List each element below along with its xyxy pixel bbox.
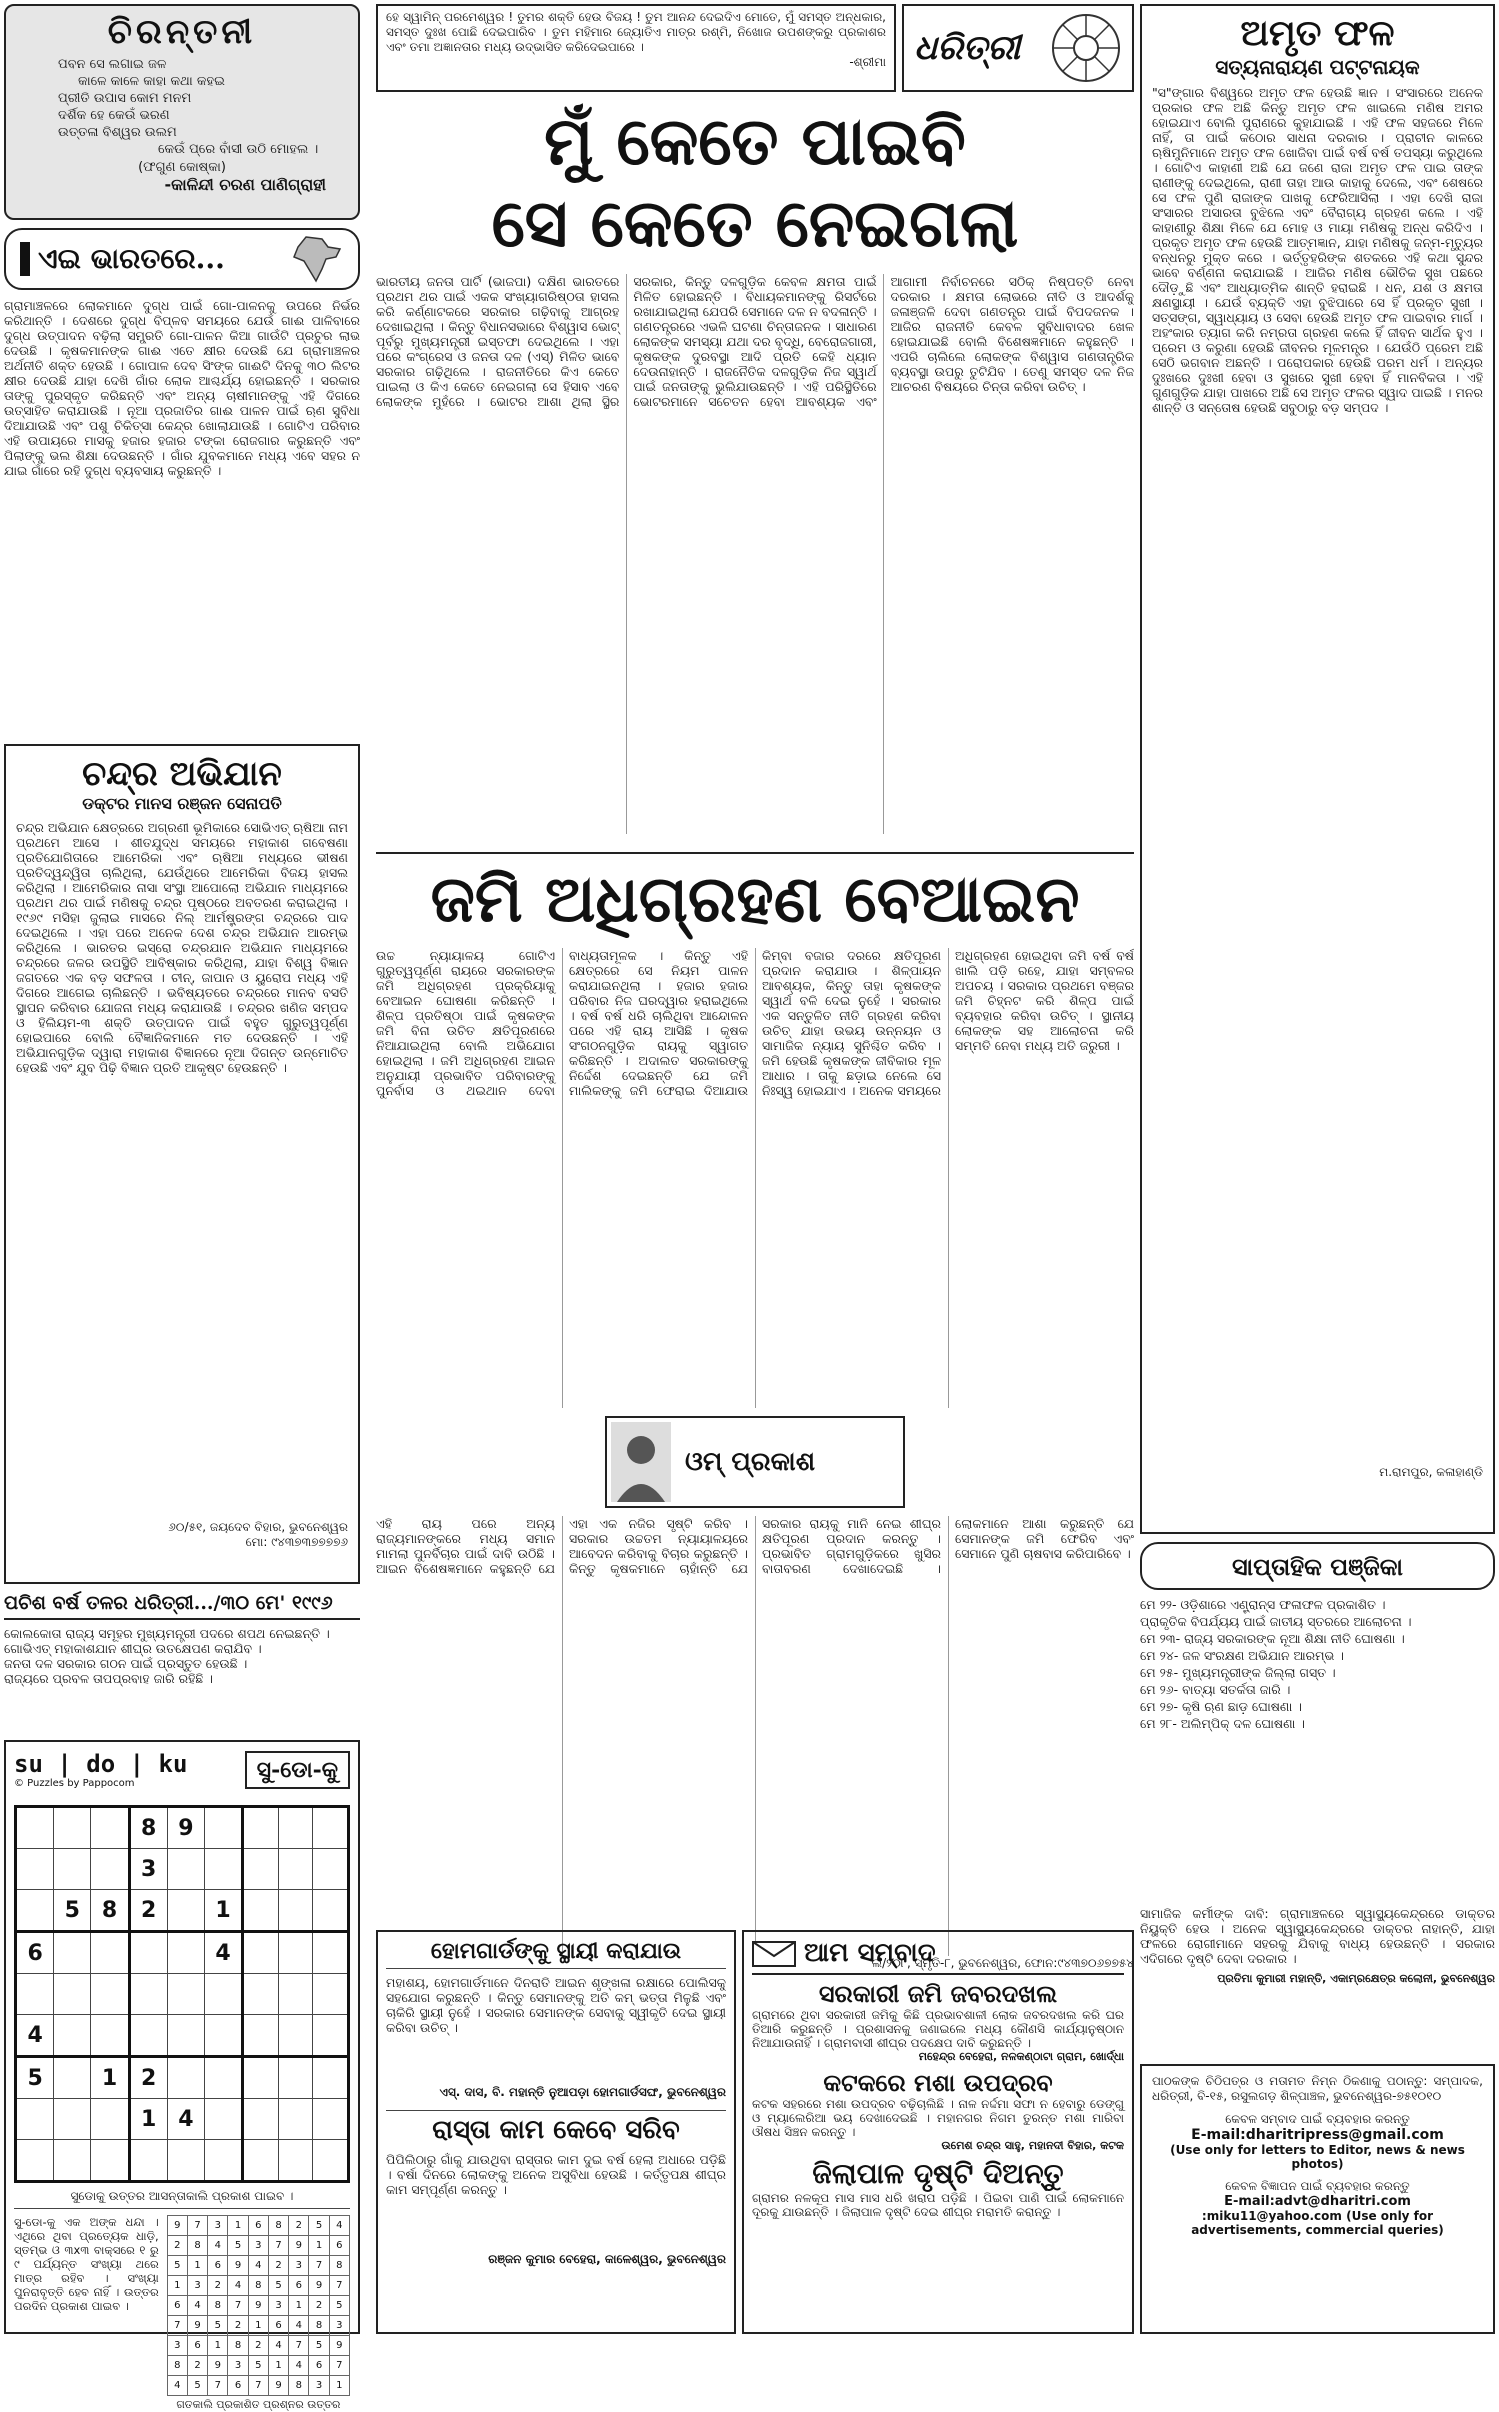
saptahika-item: ମେ ୨୫- ମୁଖ୍ୟମନ୍ତ୍ରୀଙ୍କ ଜିଲ୍ଲା ଗସ୍ତ ।	[1140, 1665, 1336, 1680]
sudoku-cell	[204, 2057, 242, 2099]
headline2-body2: ଏହି ରାୟ ପରେ ଅନ୍ୟ ରାଜ୍ୟମାନଙ୍କରେ ମଧ୍ୟ ସମାନ ମାମଲା ପୁନର୍ବିଚାର ପାଇଁ ଦାବି ଉଠିଛି । ଆଇନ ବିଶେଷଜ୍ଞମାନେ କହୁଛନ୍ତି ଯେ ଏହା ଏକ ନଜିର ସୃଷ୍ଟି କରିବ । ସରକାର ଉଚ୍ଚତମ ନ୍ୟାୟାଳୟରେ ଆବେଦନ କରିବାକୁ ବିଚାର କରୁଛନ୍ତି । କିନ୍ତୁ କୃଷକମାନେ ଚାହାଁନ୍ତି ଯେ ସରକାର ରାୟକୁ ମାନି ନେଇ ଶୀଘ୍ର କ୍ଷତିପୂରଣ ପ୍ରଦାନ କରନ୍ତୁ । ପ୍ରଭାବିତ ଗ୍ରାମଗୁଡ଼ିକରେ ଖୁସିର ବାତାବରଣ ଦେଖାଦେଇଛି । ଲୋକମାନେ ଆଶା କରୁଛନ୍ତି ଯେ ସେମାନଙ୍କ ଜମି ଫେରିବ ଏବଂ ସେମାନେ ପୁଣି ଚାଷବାସ କରିପାରିବେ ।	[376, 1516, 1134, 1576]
sudoku-solution-cell: 4	[167, 2376, 187, 2396]
sudoku-cell	[313, 2057, 349, 2099]
chandra-address: ୬୦/୫୧, ଜୟଦେବ ବିହାର, ଭୁବନେଶ୍ୱର	[168, 1520, 348, 1534]
sudoku-solution-cell: 3	[309, 2376, 329, 2396]
sudoku-solution-cell: 2	[228, 2316, 248, 2336]
ama-sambad-b2: କଟକ ସହରରେ ମଶା ଉପଦ୍ରବ ବଢ଼ିଚାଲିଛି । ନାଳ ନର୍ଦ୍ଦମା ସଫା ନ ହେବାରୁ ଡେଙ୍ଗୁ ଓ ମ୍ୟାଲେରିଆ ଭୟ ଦେଖାଦେଇଛି । ମହାନଗର ନିଗମ ତୁରନ୍ତ ମଶା ମାରିବା ଔଷଧ ସିଞ୍ଚନ କରନ୍ତୁ ।	[752, 2097, 1124, 2139]
sudoku-cell	[129, 1974, 167, 2015]
masthead-quote-box	[376, 4, 896, 92]
contact-label2: କେବଳ ବିଜ୍ଞାପନ ପାଇଁ ବ୍ୟବହାର କରନ୍ତୁ	[1225, 2179, 1410, 2193]
sudoku-cell	[167, 2140, 204, 2182]
sudoku-cell	[167, 1849, 204, 1890]
sudoku-solution-cell: 2	[248, 2336, 268, 2356]
sudoku-solution-cell: 4	[289, 2356, 309, 2376]
sudoku-solution-cell: 8	[268, 2216, 288, 2236]
ama-sambad-extra	[1140, 1906, 1495, 2056]
saptahika-header	[1140, 1542, 1495, 1590]
sudoku-solution-cell: 2	[167, 2236, 187, 2256]
saptahika-list	[1140, 1596, 1495, 1732]
sudoku-cell	[313, 2015, 349, 2057]
sudoku-row	[167, 2376, 349, 2396]
headline2-address: ଲ/୨୦୮, ସ୍ମୃତି-୮, ଭୁବନେଶ୍ୱର, ଫୋନ:୯୪୩୭୦୬୭୭୫୪	[871, 1956, 1134, 1970]
sudoku-solution-cell: 7	[329, 2276, 349, 2296]
sudoku-solution-cell: 1	[268, 2356, 288, 2376]
ama-sambad-h2: କଟକରେ ମଶା ଉପଦ୍ରବ	[823, 2068, 1053, 2097]
sudoku-solution-cell: 7	[248, 2376, 268, 2396]
sudoku-cell	[167, 1974, 204, 2015]
poem-box	[4, 4, 360, 220]
sudoku-solution-cell: 9	[248, 2296, 268, 2316]
sudoku-row	[16, 1849, 349, 1890]
sudoku-cell	[91, 1849, 129, 1890]
ama-sambad-header	[752, 1938, 1124, 1975]
sudoku-solution-cell: 9	[289, 2236, 309, 2256]
contact-email3[interactable]: :miku11@yahoo.com (Use only for advertisements, commercial queries)	[1191, 2209, 1444, 2237]
sudoku-instructions: ସୁ-ଡୋ-କୁ ଏକ ଅଙ୍କ ଧନ୍ଦା । ଏଥିରେ ଥିବା ପ୍ରତ୍ୟେକ ଧାଡ଼ି, ସ୍ତମ୍ଭ ଓ ୩x୩ ବାକ୍ସରେ ୧ ରୁ ୯ ପର୍ଯ୍ୟନ୍ତ ସଂଖ୍ୟା ଥରେ ମାତ୍ର ରହିବ । ସଂଖ୍ୟା ପୁନରାବୃତ୍ତି ହେବ ନାହିଁ । ଉତ୍ତର ପରଦିନ ପ୍ରକାଶ ପାଇବ ।	[14, 2215, 159, 2313]
sudoku-solution-cell: 9	[309, 2276, 329, 2296]
saptahika-item: ମେ ୨୬- ବାତ୍ୟା ସତର୍କତା ଜାରି ।	[1140, 1682, 1291, 1697]
sudoku-row	[16, 1890, 349, 1932]
sudoku-solution-cell: 5	[167, 2256, 187, 2276]
sudoku-cell	[204, 1974, 242, 2015]
sudoku-row	[16, 1932, 349, 1974]
homeguard-body: ମହାଶୟ, ହୋମଗାର୍ଡମାନେ ଦିନରାତି ଆଇନ ଶୃଙ୍ଖଳା ରକ୍ଷାରେ ପୋଲିସକୁ ସହଯୋଗ କରୁଛନ୍ତି । କିନ୍ତୁ ସେମାନଙ୍କୁ ଅତି କମ୍ ଭତ୍ତା ମିଳୁଛି ଏବଂ ଚାକିରି ସ୍ଥାୟୀ ନୁହେଁ । ସରକାର ସେମାନଙ୍କ ସେବାକୁ ସ୍ୱୀକୃତି ଦେଇ ସ୍ଥାୟୀ କରିବା ଉଚିତ୍ ।	[386, 1975, 726, 2035]
sudoku-cell	[313, 2140, 349, 2182]
sudoku-cell	[91, 1932, 129, 1974]
sudoku-cell	[313, 1974, 349, 2015]
sudoku-cell	[91, 1807, 129, 1849]
saptahika-item: ମେ ୨୩- ରାଜ୍ୟ ସରକାରଙ୍କ ନୂଆ ଶିକ୍ଷା ନୀତି ଘୋଷଣା ।	[1140, 1631, 1405, 1646]
sudoku-solution-cell: 5	[248, 2356, 268, 2376]
sudoku-cell: 2	[129, 2057, 167, 2099]
sudoku-cell	[278, 2099, 313, 2140]
sudoku-cell: 8	[91, 1890, 129, 1932]
sudoku-solution-cell: 6	[187, 2336, 207, 2356]
ei-bharatare-section	[4, 228, 360, 738]
saptahika-section	[1140, 1542, 1495, 1898]
sudoku-cell	[313, 1932, 349, 1974]
sudoku-row	[167, 2256, 349, 2276]
sudoku-solution-cell: 8	[187, 2236, 207, 2256]
sudoku-note: ସୁଡୋକୁ ଉତ୍ତର ଆସନ୍ତାକାଲି ପ୍ରକାଶ ପାଇବ ।	[14, 2189, 350, 2209]
sudoku-solution-cell: 5	[309, 2216, 329, 2236]
poem-source: (ଫଗୁଣ କୋଷ୍କା)	[138, 160, 226, 175]
sudoku-solution-cell: 9	[228, 2256, 248, 2276]
sudoku-solution-cell: 2	[309, 2296, 329, 2316]
ama-sambad-s3: ପ୍ରତିମା କୁମାରୀ ମହାନ୍ତି, ଏକାମ୍ରକ୍ଷେତ୍ର କଲୋନୀ, ଭୁବନେଶ୍ୱର	[1217, 1972, 1495, 1985]
ama-sambad-s1: ମହେନ୍ଦ୍ର ବେହେରା, ନଳକଣ୍ଠାଟା ଗ୍ରାମ, ଖୋର୍ଦ୍ଧା	[918, 2050, 1124, 2063]
sudoku-solution-cell: 4	[208, 2236, 228, 2256]
sudoku-solution-cell: 6	[309, 2356, 329, 2376]
sudoku-solution-caption: ଗତକାଲି ପ୍ରକାଶିତ ପ୍ରଶ୍ନର ଉତ୍ତର	[176, 2398, 341, 2411]
poem-line: କାଳେ କାଳେ କାହା କଥା କହଇ	[78, 74, 225, 89]
sudoku-row	[16, 2140, 349, 2182]
sudoku-solution-cell: 6	[268, 2316, 288, 2336]
pachisha-item: ରାଜ୍ୟରେ ପ୍ରବଳ ତାପପ୍ରବାହ ଜାରି ରହିଛି ।	[4, 1671, 213, 1686]
sudoku-row	[16, 1974, 349, 2015]
poem-line: କେଉଁ ପ୍ରେ ବାଁସୀ ଉଠି ମୋହଲ ।	[158, 142, 319, 157]
homeguard-section	[376, 1930, 736, 2334]
sudoku-cell	[167, 2015, 204, 2057]
headline1-body: ଭାରତୀୟ ଜନତା ପାର୍ଟି (ଭାଜପା) ଦକ୍ଷିଣ ଭାରତରେ ପ୍ରଥମ ଥର ପାଇଁ ଏକକ ସଂଖ୍ୟାଗରିଷ୍ଠତା ହାସଲ କରି କର୍ଣ୍ଣାଟକରେ ସରକାର ଗଢ଼ିବାକୁ ଆଗ୍ରହ ଦେଖାଇଥିଲା । କିନ୍ତୁ ବିଧାନସଭାରେ ବିଶ୍ୱାସ ଭୋଟ୍ ପୂର୍ବରୁ ମୁଖ୍ୟମନ୍ତ୍ରୀ ଇସ୍ତଫା ଦେଇଥିଲେ । ଏହା ପରେ କଂଗ୍ରେସ ଓ ଜନତା ଦଳ (ଏସ୍) ମିଳିତ ଭାବେ ସରକାର ଗଢ଼ିଥିଲେ । ରାଜନୀତିରେ କିଏ କେତେ ପାଇଲା ଓ କିଏ କେତେ ନେଇଗଲା ସେ ହିସାବ ଏବେ ଲୋକଙ୍କ ମୁହଁରେ । ଭୋଟର ଆଶା ଥିଲା ସ୍ଥିର ସରକାର, କିନ୍ତୁ ଦଳଗୁଡ଼ିକ କେବଳ କ୍ଷମତା ପାଇଁ ମିଳିତ ହୋଇଛନ୍ତି । ବିଧାୟକମାନଙ୍କୁ ରିସର୍ଟରେ ରଖାଯାଇଥିଲା ଯେପରି ସେମାନେ ଦଳ ନ ବଦଳାନ୍ତି । ଗଣତନ୍ତ୍ରରେ ଏଭଳି ଘଟଣା ଚିନ୍ତାଜନକ । ସାଧାରଣ ଲୋକଙ୍କ ସମସ୍ୟା ଯଥା ଦର ବୃଦ୍ଧି, ବେରୋଜଗାରୀ, କୃଷକଙ୍କ ଦୁରବସ୍ଥା ଆଦି ପ୍ରତି କେହି ଧ୍ୟାନ ଦେଉନାହାନ୍ତି । ରାଜନୈତିକ ଦଳଗୁଡ଼ିକ ନିଜ ସ୍ୱାର୍ଥ ପାଇଁ ଜନତାଙ୍କୁ ଭୁଲିଯାଉଛନ୍ତି । ଏହି ପରିସ୍ଥିତିରେ ଭୋଟରମାନେ ସଚେତନ ହେବା ଆବଶ୍ୟକ ଏବଂ ଆଗାମୀ ନିର୍ବାଚନରେ ସଠିକ୍ ନିଷ୍ପତ୍ତି ନେବା ଦରକାର । କ୍ଷମତା ଲୋଭରେ ନୀତି ଓ ଆଦର୍ଶକୁ ଜଳାଞ୍ଜଳି ଦେବା ଗଣତନ୍ତ୍ର ପାଇଁ ବିପଦଜନକ । ଆଜିର ରାଜନୀତି କେବଳ ସୁବିଧାବାଦର ଖେଳ ହୋଇଯାଇଛି ବୋଲି ବିଶେଷଜ୍ଞମାନେ କହୁଛନ୍ତି । ଏପରି ଚାଲିଲେ ଲୋକଙ୍କ ବିଶ୍ୱାସ ଗଣତାନ୍ତ୍ରିକ ବ୍ୟବସ୍ଥା ଉପରୁ ତୁଟିଯିବ । ତେଣୁ ସମସ୍ତ ଦଳ ନିଜ ଆଚରଣ ବିଷୟରେ ଚିନ୍ତା କରିବା ଉଚିତ୍ ।	[376, 274, 1134, 409]
contact-box	[1140, 2064, 1495, 2334]
sudoku-row	[16, 2015, 349, 2057]
envelope-icon	[752, 1941, 796, 1967]
sudoku-solution-cell: 2	[208, 2276, 228, 2296]
sudoku-cell: 1	[91, 2057, 129, 2099]
sudoku-row	[167, 2316, 349, 2336]
sudoku-solution-cell: 7	[187, 2216, 207, 2236]
amruta-section	[1140, 4, 1495, 1534]
sudoku-cell	[278, 1849, 313, 1890]
poem-line: ପ୍ରୀତି ଉପାସ କୋମ ମନମ	[58, 91, 192, 106]
sudoku-cell	[278, 1890, 313, 1932]
pachisha-list	[4, 1626, 360, 1686]
sudoku-cell: 4	[16, 2015, 54, 2057]
sudoku-cell: 1	[204, 1890, 242, 1932]
sudoku-brand-sub: © Puzzles by Pappocom	[14, 1778, 135, 1789]
ei-bharatare-body: ଗ୍ରାମାଞ୍ଚଳରେ ଲୋକମାନେ ଦୁଗ୍ଧ ପାଇଁ ଗୋ-ପାଳନକୁ ଉପରେ ନିର୍ଭର କରିଥାନ୍ତି । ଦେଶରେ ଦୁଗ୍ଧ ବିପ୍ଳବ ସମୟରେ ଯେଉଁ ଗାଈ ପାଳିବାରେ ଦୁଗ୍ଧ ଉତ୍ପାଦନ ବଢ଼ିଲା ସମ୍ପ୍ରତି ଗୋ-ପାଳନ କିଆ ଗାଉଁଟି ପ୍ରଚୁର ଲାଭ ଦେଉଛି । କୃଷକମାନଙ୍କ ଗାଈ ଏତେ କ୍ଷୀର ଦେଉଛି ଯେ ଗ୍ରାମାଞ୍ଚଳର ଅର୍ଥନୀତି ଶକ୍ତ ହେଉଛି । ଗୋପାଳ ଦେବ ସିଂଙ୍କ ଗାଈଟି ଦିନକୁ ୩୦ ଲିଟର କ୍ଷୀର ଦେଉଛି ଯାହା ଦେଖି ଗାଁର ଲୋକ ଆଶ୍ଚର୍ଯ୍ୟ ହୋଇଛନ୍ତି । ସରକାର ତାଙ୍କୁ ପୁରସ୍କୃତ କରିଛନ୍ତି ଏବଂ ଅନ୍ୟ ଚାଷୀମାନଙ୍କୁ ଏହି ଦିଗରେ ଉତ୍ସାହିତ କରାଯାଉଛି । ନୂଆ ପ୍ରଜାତିର ଗାଈ ପାଳନ ପାଇଁ ଋଣ ସୁବିଧା ଦିଆଯାଉଛି ଏବଂ ପଶୁ ଚିକିତ୍ସା କେନ୍ଦ୍ର ଖୋଲାଯାଉଛି । ଗୋଟିଏ ପରିବାର ଏହି ଉପାୟରେ ମାସକୁ ହଜାର ହଜାର ଟଙ୍କା ରୋଜଗାର କରୁଛନ୍ତି ଏବଂ ପିଲାଙ୍କୁ ଭଲ ଶିକ୍ଷା ଦେଉଛନ୍ତି । ଗାଁର ଯୁବକମାନେ ମଧ୍ୟ ଏବେ ସହର ନ ଯାଇ ଗାଁରେ ରହି ଦୁଗ୍ଧ ବ୍ୟବସାୟ କରୁଛନ୍ତି ।	[4, 298, 360, 478]
sudoku-solution-cell: 2	[187, 2356, 207, 2376]
sudoku-solution-cell: 4	[248, 2256, 268, 2276]
sudoku-cell	[129, 1932, 167, 1974]
sudoku-title: ସୁ-ଡୋ-କୁ	[245, 1751, 350, 1789]
sudoku-cell	[313, 1807, 349, 1849]
saptahika-title: ସାପ୍ତାହିକ ପଞ୍ଜିକା	[1232, 1551, 1403, 1581]
headline2-author: ଓମ୍ ପ୍ରକାଶ	[685, 1446, 816, 1477]
sudoku-solution-cell: 8	[248, 2276, 268, 2296]
india-map-icon	[288, 235, 344, 283]
headline1-line1: ମୁଁ କେତେ ପାଇବି	[544, 102, 966, 180]
ei-bharatare-header	[4, 228, 360, 290]
sudoku-cell	[204, 1807, 242, 1849]
sudoku-solution-cell: 9	[208, 2356, 228, 2376]
pachisha-title: ପଚିଶ ବର୍ଷ ତଳର ଧରିତ୍ରୀ.../୩୦ ମେ' ୧୯୯୬	[4, 1592, 360, 1620]
chandra-author: ଡକ୍ଟର ମାନସ ରଞ୍ଜନ ସେନାପତି	[82, 794, 282, 813]
sudoku-brand	[14, 1750, 187, 1789]
contact-intro: ପାଠକଙ୍କ ଚିଠିପତ୍ର ଓ ମତାମତ ନିମ୍ନ ଠିକଣାକୁ ପଠାନ୍ତୁ: ସମ୍ପାଦକ, ଧରିତ୍ରୀ, ବି-୧୫, ରସୁଲଗଡ଼ ଶିଳ୍ପାଞ୍ଚଳ, ଭୁବନେଶ୍ୱର-୭୫୧୦୧୦	[1152, 2074, 1483, 2103]
saptahika-item: ମେ ୨୪- ଜଳ ସଂରକ୍ଷଣ ଅଭିଯାନ ଆରମ୍ଭ ।	[1140, 1648, 1344, 1663]
sudoku-solution-cell: 6	[289, 2276, 309, 2296]
sudoku-cell: 5	[54, 1890, 91, 1932]
sudoku-solution-cell: 4	[268, 2336, 288, 2356]
sudoku-solution-cell: 3	[329, 2316, 349, 2336]
pachisha-item: କୋଲକୋତା ରାଜ୍ୟ ସମୂହର ମୁଖ୍ୟମନ୍ତ୍ରୀ ପଦରେ ଶପଥ ନେଇଛନ୍ତି ।	[4, 1626, 330, 1641]
sudoku-row	[16, 2057, 349, 2099]
sudoku-cell	[167, 1932, 204, 1974]
masthead-quote: ହେ ସ୍ୱାମିନ୍ ପରମେଶ୍ୱର ! ତୁମର ଶକ୍ତି ହେଉ ବିଜୟ ! ତୁମ ଆନନ୍ଦ ଦେଇଦିଏ ମୋତେ, ମୁଁ ସମସ୍ତ ଅନ୍ଧକାର, ସମସ୍ତ ଦୁଃଖ ପୋଛି ଦେଇପାରିବ । ତୁମ ମହିମାର ଜ୍ୟୋତିଏ ମାତ୍ର ରଶ୍ମି, ନିଖୋଜ ଉପଶଙ୍କରୁ ପ୍ରକାଶର ଏବଂ ତମା ଅଜ୍ଞାନତାର ମଧ୍ୟ ଉଦ୍ଭାସିତ କରିଦେଇପାରେ ।	[386, 10, 886, 54]
sudoku-cell	[129, 2140, 167, 2182]
sudoku-cell	[278, 1974, 313, 2015]
sudoku-cell: 1	[129, 2099, 167, 2140]
sudoku-solution-cell: 1	[289, 2296, 309, 2316]
sudoku-solution-grid	[167, 2215, 350, 2396]
wheel-logo-icon	[1050, 12, 1122, 84]
sudoku-cell	[54, 1932, 91, 1974]
sudoku-cell: 2	[129, 1890, 167, 1932]
sudoku-solution-cell: 9	[329, 2336, 349, 2356]
author-photo-icon	[611, 1422, 671, 1502]
chandra-phone: ମୋ: ୯୪୩୭୩୭୭୭୭୬	[245, 1535, 348, 1549]
sudoku-solution-cell: 2	[289, 2216, 309, 2236]
sudoku-row	[167, 2296, 349, 2316]
sudoku-cell	[54, 1807, 91, 1849]
chandra-section	[4, 744, 360, 1584]
sudoku-cell	[204, 2099, 242, 2140]
homeguard-body2: ପିପିଲିଠାରୁ ଗାଁକୁ ଯାଉଥିବା ରାସ୍ତାର କାମ ଦୁଇ ବର୍ଷ ହେଲା ଅଧାରେ ପଡ଼ିଛି । ବର୍ଷା ଦିନରେ ଲୋକଙ୍କୁ ଅନେକ ଅସୁବିଧା ହେଉଛି । କର୍ତ୍ତୃପକ୍ଷ ଶୀଘ୍ର କାମ ସମ୍ପୂର୍ଣ୍ଣ କରନ୍ତୁ ।	[386, 2152, 726, 2197]
sudoku-solution-cell: 5	[268, 2276, 288, 2296]
sudoku-solution-cell: 1	[329, 2376, 349, 2396]
contact-email1[interactable]: E-mail:dharitripress@gmail.com	[1191, 2127, 1444, 2143]
sudoku-cell	[204, 2015, 242, 2057]
homeguard-sender2: ରଞ୍ଜନ କୁମାର ବେହେରା, କାଳେଶ୍ୱର, ଭୁବନେଶ୍ୱର	[488, 2252, 726, 2266]
sudoku-solution-cell: 1	[208, 2336, 228, 2356]
sudoku-row	[16, 2099, 349, 2140]
ama-sambad-h3: ଜିଲାପାଳ ଦୃଷ୍ଟି ଦିଅନ୍ତୁ	[812, 2157, 1064, 2190]
ama-sambad-extra-text: ସାମାଜିକ କର୍ମୀଙ୍କ ଦାବି: ଗ୍ରାମାଞ୍ଚଳରେ ସ୍ୱାସ୍ଥ୍ୟକେନ୍ଦ୍ରରେ ଡାକ୍ତର ନିୟୁକ୍ତି ହେଉ । ଅନେକ ସ୍ୱାସ୍ଥ୍ୟକେନ୍ଦ୍ରରେ ଡାକ୍ତର ନାହାନ୍ତି, ଯାହା ଫଳରେ ରୋଗୀମାନେ ସହରକୁ ଯିବାକୁ ବାଧ୍ୟ ହେଉଛନ୍ତି । ସରକାର ଏଦିଗରେ ଦୃଷ୍ଟି ଦେବା ଦରକାର ।	[1140, 1906, 1495, 1966]
sudoku-solution-cell: 3	[208, 2216, 228, 2236]
pachisha-item: ଜନତା ଦଳ ସରକାର ଗଠନ ପାଇଁ ପ୍ରସ୍ତୁତ ହେଉଛି ।	[4, 1656, 248, 1671]
sudoku-cell	[91, 2140, 129, 2182]
saptahika-item: ପ୍ରାକୃତିକ ବିପର୍ଯ୍ୟୟ ପାଇଁ ଜାତୀୟ ସ୍ତରରେ ଆଲୋଚନା ।	[1140, 1614, 1412, 1629]
saptahika-item: ମେ ୨୭- କୃଷି ଋଣ ଛାଡ଼ ଘୋଷଣା ।	[1140, 1699, 1302, 1714]
sudoku-cell: 8	[129, 1807, 167, 1849]
sudoku-cell	[16, 1974, 54, 2015]
poem-line: ଉତ୍ତଳା ବିଶ୍ୱର ଉଲମ	[58, 125, 177, 140]
sudoku-row	[16, 1807, 349, 1849]
homeguard-title: ହୋମଗାର୍ଡଙ୍କୁ ସ୍ଥାୟୀ କରାଯାଉ	[386, 1938, 726, 1969]
sudoku-cell	[91, 1974, 129, 2015]
ama-sambad-b3: ଗ୍ରାମର ନଳକୂପ ମାସ ମାସ ଧରି ଖରାପ ପଡ଼ିଛି । ପିଇବା ପାଣି ପାଇଁ ଲୋକମାନେ ଦୂରକୁ ଯାଉଛନ୍ତି । ଜିଲାପାଳ ଦୃଷ୍ଟି ଦେଇ ଶୀଘ୍ର ମରାମତି କରାନ୍ତୁ ।	[752, 2191, 1124, 2219]
pachisha-item: ଗୋଭିଏତ୍ ମହାକାଶଯାନ ଶୀଘ୍ର ଉତକ୍ଷେପଣ କରାଯିବ ।	[4, 1641, 262, 1656]
sudoku-solution-cell: 6	[248, 2216, 268, 2236]
sudoku-solution-cell: 3	[187, 2276, 207, 2296]
sudoku-row	[167, 2236, 349, 2256]
sudoku-cell	[278, 2057, 313, 2099]
amruta-author-addr: ମ.ରାମପୁର, କଳାହାଣ୍ଡି	[1379, 1465, 1483, 1479]
sudoku-solution-cell: 4	[187, 2296, 207, 2316]
sudoku-cell	[313, 1890, 349, 1932]
sudoku-cell	[167, 1890, 204, 1932]
ama-sambad-h1: ସରକାରୀ ଜମି ଜବରଦଖଲ	[818, 1979, 1058, 2008]
poem-lines	[18, 56, 346, 158]
sudoku-solution-cell: 1	[187, 2256, 207, 2276]
sudoku-cell	[243, 1849, 279, 1890]
divider	[376, 852, 1134, 854]
sudoku-grid	[14, 1805, 350, 2183]
sudoku-cell	[313, 2099, 349, 2140]
sudoku-cell	[16, 1849, 54, 1890]
saptahika-item: ମେ ୨୮- ଅଲିମ୍ପିକ୍ ଦଳ ଘୋଷଣା ।	[1140, 1716, 1305, 1731]
sudoku-solution-cell: 4	[228, 2276, 248, 2296]
sudoku-solution-cell: 5	[208, 2316, 228, 2336]
sudoku-cell	[54, 1849, 91, 1890]
ama-sambad-title: ଆମ ସମ୍ବାଦ	[804, 1938, 936, 1968]
sudoku-cell	[278, 2140, 313, 2182]
sudoku-cell	[278, 1807, 313, 1849]
sudoku-solution-cell: 3	[248, 2236, 268, 2256]
contact-label1: କେବଳ ସମ୍ବାଦ ପାଇଁ ବ୍ୟବହାର କରନ୍ତୁ	[1225, 2112, 1410, 2126]
sudoku-solution-cell: 6	[228, 2376, 248, 2396]
sudoku-solution-cell: 6	[329, 2236, 349, 2256]
saptahika-item: ମେ ୨୨- ଓଡ଼ିଶାରେ ଏଣ୍ଟ୍ରାନ୍ସ ଫଳାଫଳ ପ୍ରକାଶିତ ।	[1140, 1597, 1386, 1612]
sudoku-cell	[243, 1932, 279, 1974]
sudoku-solution-cell: 7	[167, 2316, 187, 2336]
sudoku-solution-cell: 1	[309, 2236, 329, 2256]
ama-sambad-s2: ଉମେଶ ଚନ୍ଦ୍ର ସାହୁ, ମହାନଦୀ ବିହାର, କଟକ	[941, 2139, 1124, 2152]
poem-line: ଦର୍ଶିକ ହେ କେଉଁ ଭରଣ	[58, 108, 170, 123]
sudoku-solution-cell: 4	[289, 2316, 309, 2336]
sudoku-cell: 4	[204, 1932, 242, 1974]
sudoku-cell: 4	[167, 2099, 204, 2140]
sudoku-solution-cell: 9	[167, 2216, 187, 2236]
masthead-brand: ଧରିତ୍ରୀ	[914, 28, 1021, 68]
sudoku-solution-wrap	[167, 2215, 350, 2412]
headline2-title: ଜମି ଅଧିଗ୍ରହଣ ବେଆଇନ	[430, 862, 1080, 937]
sudoku-row	[167, 2276, 349, 2296]
sudoku-section	[4, 1740, 360, 2411]
ama-sambad-section	[742, 1930, 1134, 2334]
sudoku-solution-cell: 4	[329, 2216, 349, 2236]
poem-author: -କାଳିନ୍ଦୀ ଚରଣ ପାଣିଗ୍ରାହୀ	[164, 175, 326, 194]
amruta-body: "ସ"ଙ୍ଗାର ବିଶ୍ୱରେ ଅମୃତ ଫଳ ହେଉଛି ଜ୍ଞାନ । ସଂସାରରେ ଅନେକ ପ୍ରକାର ଫଳ ଅଛି କିନ୍ତୁ ଅମୃତ ଫଳ ଖାଇଲେ ମଣିଷ ଅମର ହୋଇଯାଏ ବୋଲି ପୁରାଣରେ କୁହାଯାଇଛି । ଏହି ଫଳ ସହଜରେ ମିଳେ ନାହିଁ, ତା ପାଇଁ କଠୋର ସାଧନା ଦରକାର । ପ୍ରାଚୀନ କାଳରେ ଋଷିମୁନିମାନେ ଅମୃତ ଫଳ ଖୋଜିବା ପାଇଁ ବର୍ଷ ବର୍ଷ ତପସ୍ୟା କରୁଥିଲେ । ଗୋଟିଏ କାହାଣୀ ଅଛି ଯେ ଜଣେ ରାଜା ଅମୃତ ଫଳ ପାଇ ତାଙ୍କ ରାଣୀଙ୍କୁ ଦେଇଥିଲେ, ରାଣୀ ତାହା ଆଉ କାହାକୁ ଦେଲେ, ଏବଂ ଶେଷରେ ସେ ଫଳ ପୁଣି ରାଜାଙ୍କ ପାଖକୁ ଫେରିଆସିଲା । ଏହା ଦେଖି ରାଜା ସଂସାରର ଅସାରତା ବୁଝିଲେ ଏବଂ ବୈରାଗ୍ୟ ଗ୍ରହଣ କଲେ । ଏହି କାହାଣୀରୁ ଶିକ୍ଷା ମିଳେ ଯେ ମୋହ ଓ ମାୟା ମଣିଷକୁ ଅନ୍ଧ କରିଦିଏ । ପ୍ରକୃତ ଅମୃତ ଫଳ ହେଉଛି ଆତ୍ମଜ୍ଞାନ, ଯାହା ମଣିଷକୁ ଜନ୍ମ-ମୃତ୍ୟୁର ବନ୍ଧନରୁ ମୁକ୍ତ କରେ । ଭର୍ତ୍ତୃହରିଙ୍କ ଶତକରେ ଏହି କଥା ସୁନ୍ଦର ଭାବେ ବର୍ଣ୍ଣନା କରାଯାଇଛି । ଆଜିର ମଣିଷ ଭୌତିକ ସୁଖ ପଛରେ ଦୌଡ଼ୁଛି ଏବଂ ଆଧ୍ୟାତ୍ମିକ ଶାନ୍ତି ହରାଇଛି । ଧନ, ଯଶ ଓ କ୍ଷମତା କ୍ଷଣସ୍ଥାୟୀ । ଯେଉଁ ବ୍ୟକ୍ତି ଏହା ବୁଝିପାରେ ସେ ହିଁ ପ୍ରକୃତ ସୁଖୀ । ସତ୍ସଙ୍ଗ, ସ୍ୱାଧ୍ୟାୟ ଓ ସେବା ହେଉଛି ଅମୃତ ଫଳ ପାଇବାର ମାର୍ଗ । ଅହଂକାର ତ୍ୟାଗ କରି ନମ୍ରତା ଗ୍ରହଣ କଲେ ହିଁ ଜୀବନ ସାର୍ଥକ ହୁଏ । ପ୍ରେମ ଓ କରୁଣା ହେଉଛି ଜୀବନର ମୂଳମନ୍ତ୍ର । ଯେଉଁଠି ପ୍ରେମ ଅଛି ସେଠି ଭଗବାନ ଅଛନ୍ତି । ପରୋପକାର ହେଉଛି ପରମ ଧର୍ମ । ଅନ୍ୟର ଦୁଃଖରେ ଦୁଃଖୀ ହେବା ଓ ସୁଖରେ ସୁଖୀ ହେବା ହିଁ ମାନବିକତା । ଏହି ଗୁଣଗୁଡ଼ିକ ଯାହା ପାଖରେ ଅଛି ସେ ଅମୃତ ଫଳର ସ୍ୱାଦ ପାଇଛି । ମନର ଶାନ୍ତି ଓ ସନ୍ତୋଷ ହେଉଛି ସବୁଠାରୁ ବଡ଼ ସମ୍ପଦ ।	[1152, 85, 1483, 415]
sudoku-cell	[204, 1849, 242, 1890]
sudoku-solution-cell: 5	[309, 2336, 329, 2356]
ama-sambad-b1: ଗ୍ରାମରେ ଥିବା ସରକାରୀ ଜମିକୁ କିଛି ପ୍ରଭାବଶାଳୀ ଲୋକ ଜବରଦଖଲ କରି ଘର ତିଆରି କରୁଛନ୍ତି । ପ୍ରଶାସନକୁ ଜଣାଇଲେ ମଧ୍ୟ କୌଣସି କାର୍ଯ୍ୟାନୁଷ୍ଠାନ ନିଆଯାଉନାହିଁ । ଗ୍ରାମବାସୀ ଶୀଘ୍ର ପଦକ୍ଷେପ ଦାବି କରୁଛନ୍ତି ।	[752, 2008, 1124, 2050]
sudoku-cell	[167, 2057, 204, 2099]
sudoku-solution-cell: 7	[228, 2296, 248, 2316]
sudoku-solution-cell: 9	[187, 2316, 207, 2336]
sudoku-solution-cell: 3	[167, 2336, 187, 2356]
sudoku-bottom	[14, 2215, 350, 2412]
chandra-title: ଚନ୍ଦ୍ର ଅଭିଯାନ	[82, 754, 282, 794]
sudoku-cell	[243, 2057, 279, 2099]
sudoku-cell	[278, 2015, 313, 2057]
sudoku-solution-cell: 8	[208, 2296, 228, 2316]
sudoku-solution-cell: 7	[268, 2236, 288, 2256]
headline1-line2: ସେ କେତେ ନେଇଗଲା	[491, 184, 1019, 262]
chandra-body: ଚନ୍ଦ୍ର ଅଭିଯାନ କ୍ଷେତ୍ରରେ ଅଗ୍ରଣୀ ଭୂମିକାରେ ସୋଭିଏତ୍ ଋଷିଆ ନାମ ପ୍ରଥମେ ଆସେ । ଶୀତଯୁଦ୍ଧ ସମୟରେ ମହାକାଶ ଗବେଷଣା ପ୍ରତିଯୋଗିତାରେ ଆମେରିକା ଏବଂ ଋଷିଆ ମଧ୍ୟରେ ଭୀଷଣ ପ୍ରତିଦ୍ୱନ୍ଦ୍ୱିତା ଚାଲିଥିଲା, ଯେଉଁଥିରେ ଆମେରିକା ବିଜୟ ହାସଲ କରିଥିଲା । ଆମେରିକାର ନାସା ସଂସ୍ଥା ଆପୋଲୋ ଅଭିଯାନ ମାଧ୍ୟମରେ ପ୍ରଥମ ଥର ପାଇଁ ମଣିଷକୁ ଚନ୍ଦ୍ର ପୃଷ୍ଠରେ ଅବତରଣ କରାଇଥିଲା । ୧୯୬୯ ମସିହା ଜୁଲାଇ ମାସରେ ନିଲ୍ ଆର୍ମଷ୍ଟ୍ରଙ୍ଗ ଚନ୍ଦ୍ରରେ ପାଦ ଦେଇଥିଲେ । ଏହା ପରେ ଅନେକ ଦେଶ ଚନ୍ଦ୍ର ଅଭିଯାନ ଆରମ୍ଭ କରିଥିଲେ । ଭାରତର ଇସ୍ରୋ ଚନ୍ଦ୍ରଯାନ ଅଭିଯାନ ମାଧ୍ୟମରେ ଚନ୍ଦ୍ରରେ ଜଳର ଉପସ୍ଥିତି ଆବିଷ୍କାର କରିଥିଲା, ଯାହା ବିଶ୍ୱ ବିଜ୍ଞାନ ଜଗତରେ ଏକ ବଡ଼ ସଫଳତା । ଚୀନ୍, ଜାପାନ ଓ ୟୁରୋପ ମଧ୍ୟ ଏହି ଦିଗରେ ଆଗେଇ ଚାଲିଛନ୍ତି । ଭବିଷ୍ୟତରେ ଚନ୍ଦ୍ରରେ ମାନବ ବସତି ସ୍ଥାପନ କରିବାର ଯୋଜନା ମଧ୍ୟ କରାଯାଉଛି । ଚନ୍ଦ୍ରର ଖଣିଜ ସମ୍ପଦ ଓ ହିଲିୟମ-୩ ଶକ୍ତି ଉତ୍ପାଦନ ପାଇଁ ବହୁତ ଗୁରୁତ୍ୱପୂର୍ଣ୍ଣ ହୋଇପାରେ ବୋଲି ବୈଜ୍ଞାନିକମାନେ ମତ ଦେଉଛନ୍ତି । ଏହି ଅଭିଯାନଗୁଡ଼ିକ ଦ୍ୱାରା ମହାକାଶ ବିଜ୍ଞାନରେ ନୂଆ ଦିଗନ୍ତ ଉନ୍ମୋଚିତ ହେଉଛି ଏବଂ ଯୁବ ପିଢ଼ି ବିଜ୍ଞାନ ପ୍ରତି ଆକୃଷ୍ଟ ହେଉଛନ୍ତି ।	[16, 820, 348, 1075]
headline2-author-box	[605, 1416, 905, 1508]
masthead-quote-author: -ଶ୍ରୀମା	[849, 55, 886, 69]
sudoku-cell	[91, 2015, 129, 2057]
sudoku-solution-cell: 8	[167, 2356, 187, 2376]
sudoku-header	[14, 1750, 350, 1789]
sudoku-cell: 9	[167, 1807, 204, 1849]
sudoku-solution-cell: 7	[289, 2336, 309, 2356]
sudoku-solution-cell: 5	[329, 2296, 349, 2316]
contact-email2[interactable]: E-mail:advt@dharitri.com	[1224, 2194, 1411, 2209]
sudoku-cell	[243, 2015, 279, 2057]
sudoku-cell	[243, 2140, 279, 2182]
sudoku-solution-cell: 7	[208, 2376, 228, 2396]
sudoku-cell	[16, 2099, 54, 2140]
sudoku-cell: 6	[16, 1932, 54, 1974]
sudoku-solution-cell: 6	[208, 2256, 228, 2276]
sudoku-solution-cell: 5	[187, 2376, 207, 2396]
sudoku-solution-cell: 9	[268, 2376, 288, 2396]
sudoku-cell	[16, 1890, 54, 1932]
sudoku-cell	[16, 1807, 54, 1849]
sudoku-row	[167, 2356, 349, 2376]
sudoku-solution-cell: 5	[228, 2236, 248, 2256]
contact-note1: (Use only for letters to Editor, news & news photos)	[1170, 2143, 1465, 2171]
sudoku-cell	[54, 2140, 91, 2182]
sudoku-solution-cell: 7	[329, 2356, 349, 2376]
sudoku-cell	[16, 2140, 54, 2182]
sudoku-cell: 3	[129, 1849, 167, 1890]
sudoku-cell	[243, 1890, 279, 1932]
sudoku-solution-cell: 8	[329, 2256, 349, 2276]
sudoku-cell	[129, 2015, 167, 2057]
sudoku-solution-cell: 8	[289, 2376, 309, 2396]
sudoku-solution-cell: 2	[268, 2256, 288, 2276]
sudoku-cell	[313, 1849, 349, 1890]
sudoku-cell	[243, 1974, 279, 2015]
homeguard-title2: ରାସ୍ତା କାମ କେବେ ସରିବ	[386, 2110, 726, 2146]
sudoku-solution-cell: 1	[248, 2316, 268, 2336]
sudoku-cell	[278, 1932, 313, 1974]
sudoku-brand-left: su | do | ku	[14, 1750, 188, 1778]
homeguard-sender: ଏସ୍. ଦାସ, ବି. ମହାନ୍ତି ନୁଆପଡ଼ା ହୋମଗାର୍ଡସଙ୍ଘ, ଭୁବନେଶ୍ୱର	[439, 2085, 726, 2099]
sudoku-solution-cell: 1	[167, 2276, 187, 2296]
headline1-section	[376, 100, 1134, 850]
masthead-logo-box	[902, 4, 1134, 92]
ei-bharatare-title: ଏଇ ଭାରତରେ...	[20, 242, 225, 276]
sudoku-cell: 5	[16, 2057, 54, 2099]
poem-title: ଚିରନ୍ତନୀ	[107, 12, 257, 52]
sudoku-cell	[54, 2057, 91, 2099]
sudoku-cell	[243, 2099, 279, 2140]
sudoku-cell	[54, 2099, 91, 2140]
amruta-author: ସତ୍ୟନାରାୟଣ ପଟ୍ଟନାୟକ	[1215, 55, 1420, 79]
sudoku-cell	[243, 1807, 279, 1849]
sudoku-solution-cell: 3	[268, 2296, 288, 2316]
sudoku-cell	[91, 2099, 129, 2140]
sudoku-solution-cell: 3	[289, 2256, 309, 2276]
poem-line: ପବନ ସେ ଲଗାଇ ଜଳ	[58, 57, 167, 72]
sudoku-solution-cell: 7	[309, 2256, 329, 2276]
amruta-title: ଅମୃତ ଫଳ	[1240, 12, 1395, 54]
sudoku-solution-cell: 3	[228, 2356, 248, 2376]
sudoku-cell	[204, 2140, 242, 2182]
sudoku-row	[167, 2216, 349, 2236]
sudoku-solution-cell: 6	[167, 2296, 187, 2316]
sudoku-solution-cell: 8	[228, 2336, 248, 2356]
pachisha-section	[4, 1592, 360, 1724]
sudoku-cell	[54, 2015, 91, 2057]
headline2-body: ଉଚ୍ଚ ନ୍ୟାୟାଳୟ ଗୋଟିଏ ଗୁରୁତ୍ୱପୂର୍ଣ୍ଣ ରାୟରେ ସରକାରଙ୍କ ଜମି ଅଧିଗ୍ରହଣ ପ୍ରକ୍ରିୟାକୁ ବେଆଇନ ଘୋଷଣା କରିଛନ୍ତି । ଶିଳ୍ପ ପ୍ରତିଷ୍ଠା ପାଇଁ କୃଷକଙ୍କ ଜମି ବିନା ଉଚିତ କ୍ଷତିପୂରଣରେ ନିଆଯାଇଥିଲା ବୋଲି ଅଭିଯୋଗ ହୋଇଥିଲା । ଜମି ଅଧିଗ୍ରହଣ ଆଇନ ଅନୁଯାୟୀ ପ୍ରଭାବିତ ପରିବାରଙ୍କୁ ପୁନର୍ବାସ ଓ ଥଇଥାନ ଦେବା ବାଧ୍ୟତାମୂଳକ । କିନ୍ତୁ ଏହି କ୍ଷେତ୍ରରେ ସେ ନିୟମ ପାଳନ କରାଯାଇନଥିଲା । ହଜାର ହଜାର ପରିବାର ନିଜ ଘରଦ୍ୱାର ହରାଇଥିଲେ । ବର୍ଷ ବର୍ଷ ଧରି ଚାଲିଥିବା ଆନ୍ଦୋଳନ ପରେ ଏହି ରାୟ ଆସିଛି । କୃଷକ ସଂଗଠନଗୁଡ଼ିକ ରାୟକୁ ସ୍ୱାଗତ କରିଛନ୍ତି । ଅଦାଲତ ସରକାରଙ୍କୁ ନିର୍ଦ୍ଦେଶ ଦେଇଛନ୍ତି ଯେ ଜମି ମାଲିକଙ୍କୁ ଜମି ଫେରାଇ ଦିଆଯାଉ କିମ୍ବା ବଜାର ଦରରେ କ୍ଷତିପୂରଣ ପ୍ରଦାନ କରାଯାଉ । ଶିଳ୍ପାୟନ ଆବଶ୍ୟକ, କିନ୍ତୁ ତାହା କୃଷକଙ୍କ ସ୍ୱାର୍ଥ ବଳି ଦେଇ ନୁହେଁ । ସରକାର ଏକ ସନ୍ତୁଳିତ ନୀତି ଗ୍ରହଣ କରିବା ଉଚିତ୍ ଯାହା ଉଭୟ ଉନ୍ନୟନ ଓ ସାମାଜିକ ନ୍ୟାୟ ସୁନିଶ୍ଚିତ କରିବ । ଜମି ହେଉଛି କୃଷକଙ୍କ ଜୀବିକାର ମୂଳ ଆଧାର । ତାକୁ ଛଡ଼ାଇ ନେଲେ ସେ ନିଃସ୍ୱ ହୋଇଯାଏ । ଅନେକ ସମୟରେ ଅଧିଗ୍ରହଣ ହୋଇଥିବା ଜମି ବର୍ଷ ବର୍ଷ ଖାଲି ପଡ଼ି ରହେ, ଯାହା ସମ୍ବଳର ଅପଚୟ । ସରକାର ପ୍ରଥମେ ବଞ୍ଜର ଜମି ଚିହ୍ନଟ କରି ଶିଳ୍ପ ପାଇଁ ବ୍ୟବହାର କରିବା ଉଚିତ୍ । ସ୍ଥାନୀୟ ଲୋକଙ୍କ ସହ ଆଲୋଚନା କରି ସମ୍ମତି ନେବା ମଧ୍ୟ ଅତି ଜରୁରୀ ।	[376, 948, 1134, 1098]
sudoku-solution-cell: 1	[228, 2216, 248, 2236]
sudoku-cell	[54, 1974, 91, 2015]
sudoku-solution-cell: 8	[309, 2316, 329, 2336]
